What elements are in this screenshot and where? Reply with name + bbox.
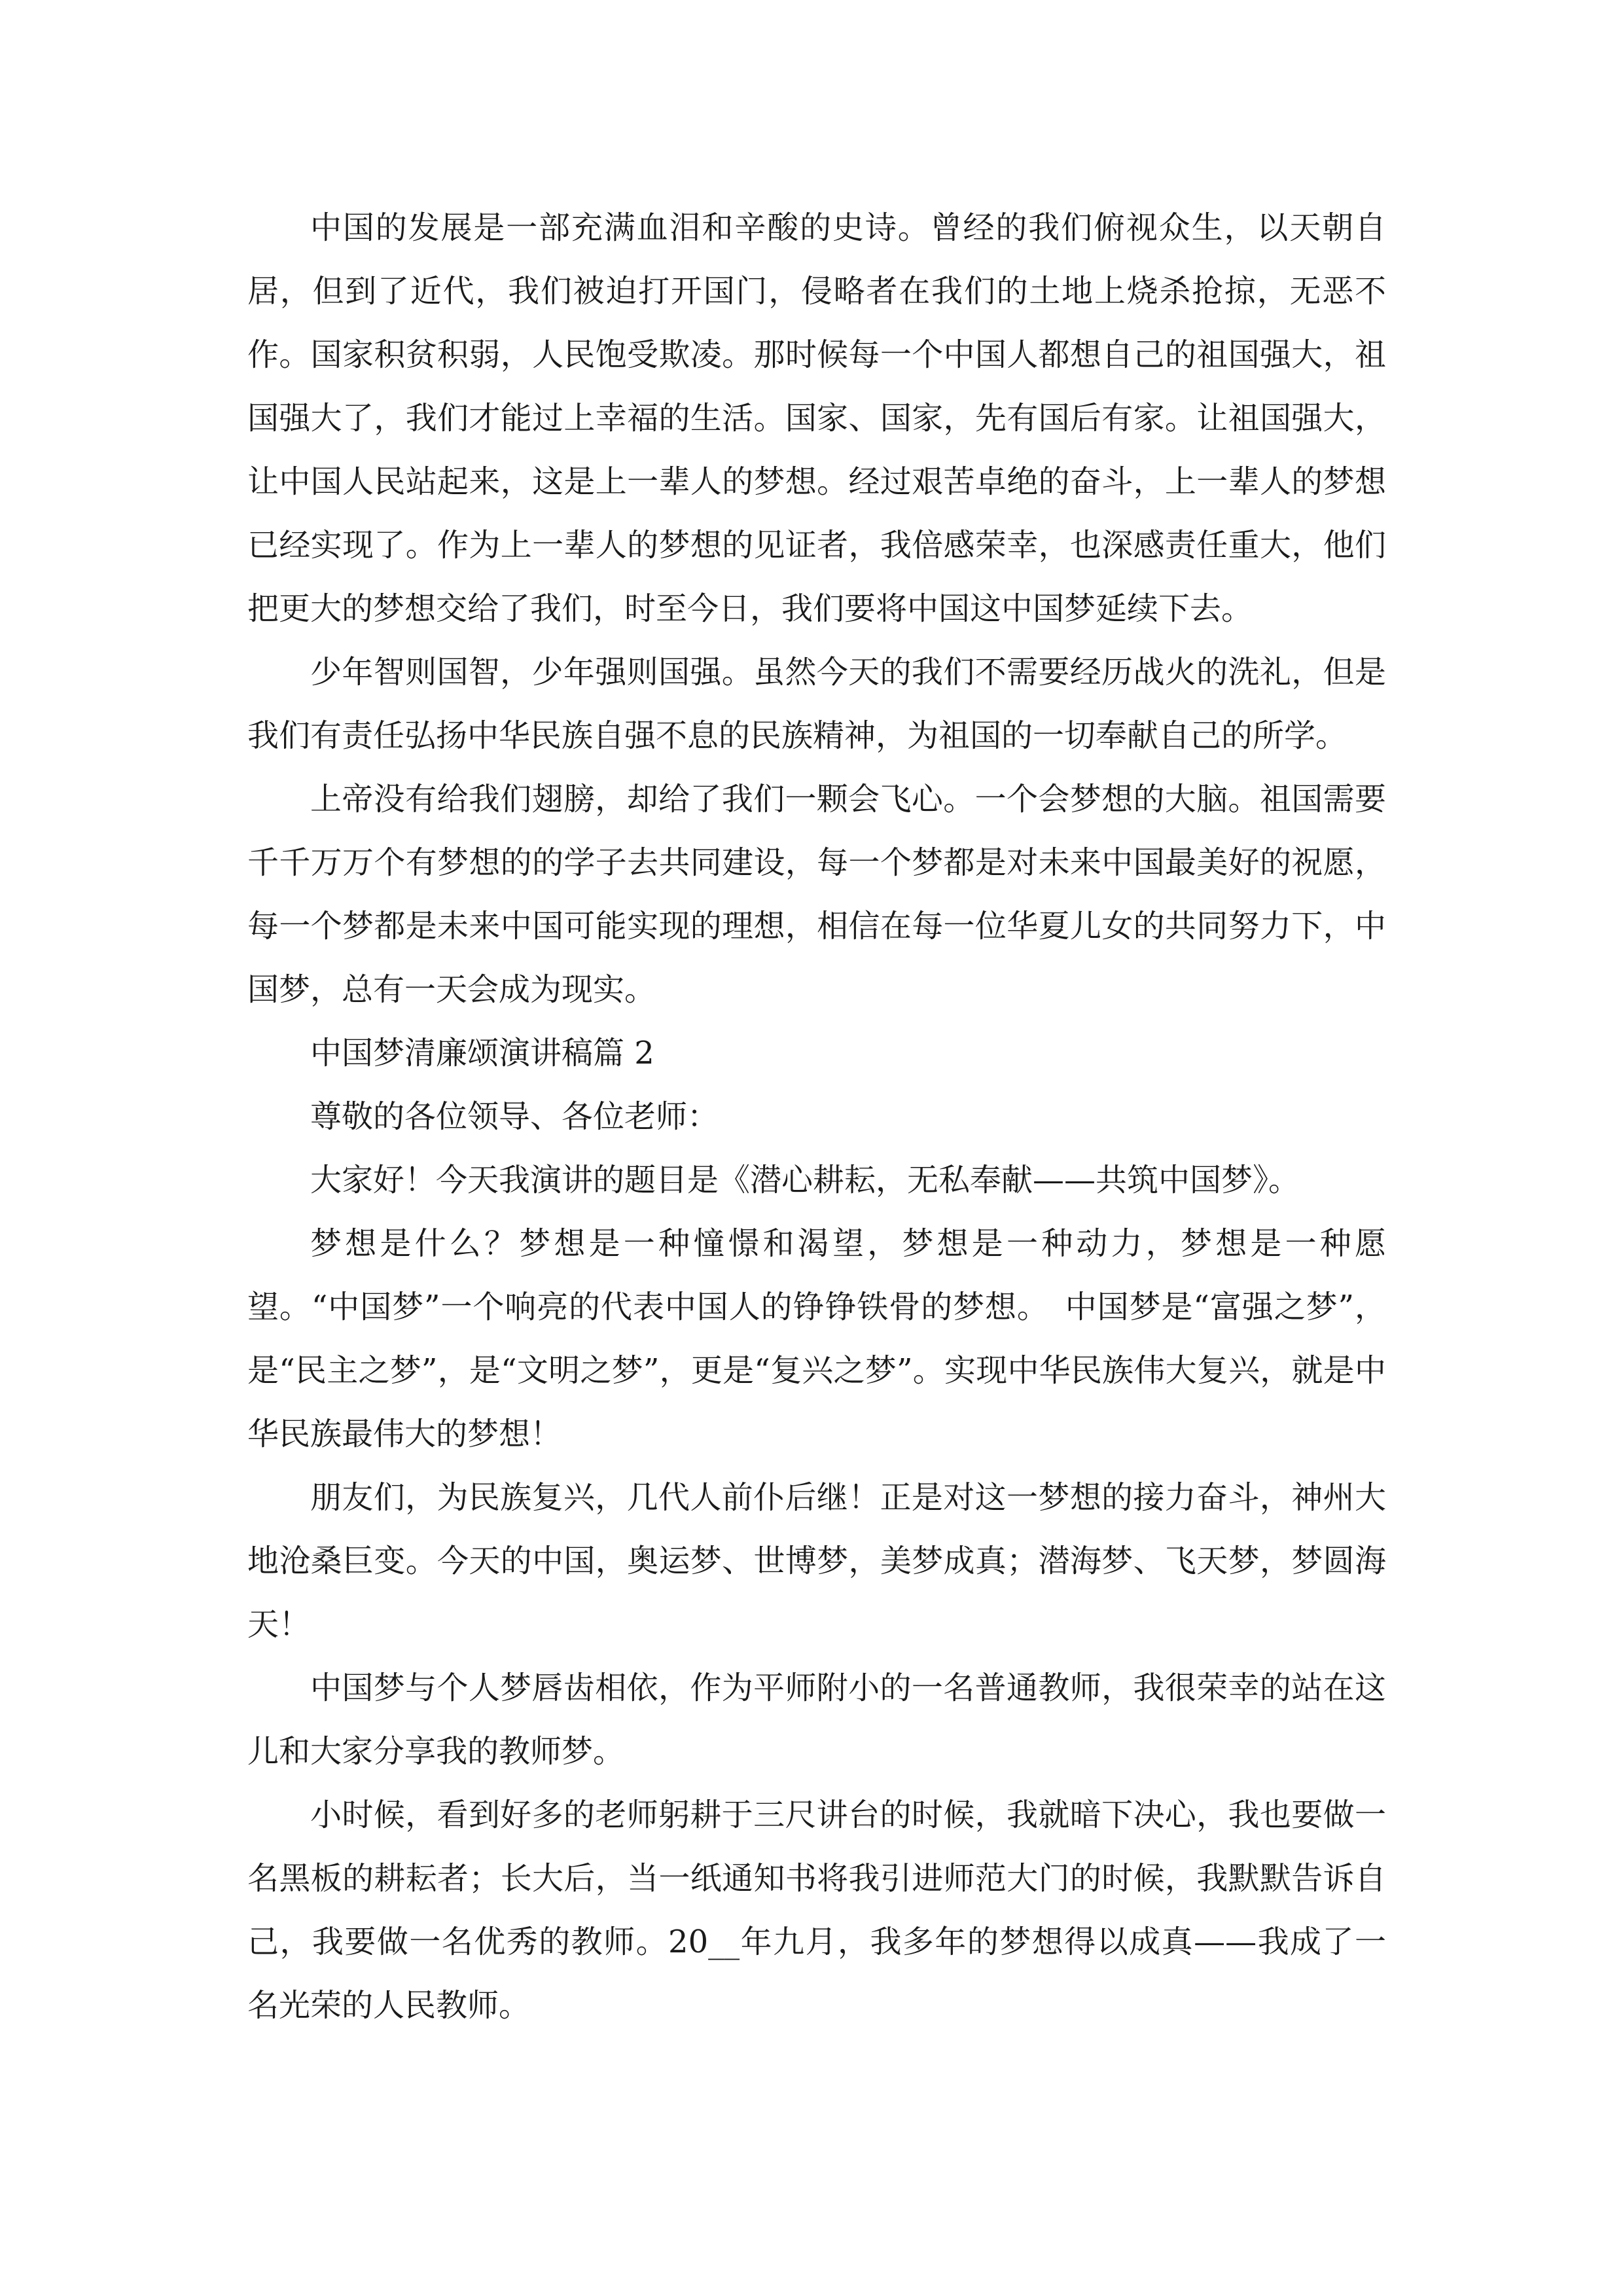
paragraph-youth-strong: 少年智则国智，少年强则国强。虽然今天的我们不需要经历战火的洗礼，但是我们有责任弘扬中华民族自强不息的民族精神，为祖国的一切奉献自己的所学。 [247,654,1386,754]
section-heading: 中国梦清廉颂演讲稿篇 2 [310,1035,654,1071]
paragraph-childhood-teacher: 小时候，看到好多的老师躬耕于三尺讲台的时候，我就暗下决心，我也要做一名黑板的耕耘者；长大后，当一纸通知书将我引进师范大门的时候，我默默告诉自己，我要做一名优秀的教师。20__年九月，我多年的梦想得以成真——我成了一名光荣的人民教师。 [247,1797,1386,2024]
paragraph-china-development: 中国的发展是一部充满血泪和辛酸的史诗。曾经的我们俯视众生，以天朝自居，但到了近代，我们被迫打开国门，侵略者在我们的土地上烧杀抢掠，无恶不作。国家积贫积弱，人民饱受欺凌。那时候每一个中国人都想自己的祖国强大，祖国强大了，我们才能过上幸福的生活。国家、国家，先有国后有家。让祖国强大，让中国人民站起来，这是上一辈人的梦想。经过艰苦卓绝的奋斗，上一辈人的梦想已经实现了。作为上一辈人的梦想的见证者，我倍感荣幸，也深感责任重大，他们把更大的梦想交给了我们，时至今日，我们要将中国这中国梦延续下去。 [247,209,1386,627]
paragraph-friends-revival: 朋友们，为民族复兴，几代人前仆后继！正是对这一梦想的接力奋斗，神州大地沧桑巨变。今天的中国，奥运梦、世博梦，美梦成真；潜海梦、飞天梦，梦圆海天！ [247,1479,1386,1643]
paragraph-personal-dream: 中国梦与个人梦唇齿相依，作为平师附小的一名普通教师，我很荣幸的站在这儿和大家分享我的教师梦。 [247,1670,1386,1770]
document-page [247,196,1386,2037]
paragraph-what-is-dream: 梦想是什么？梦想是一种憧憬和渴望，梦想是一种动力，梦想是一种愿望。“中国梦”一个响亮的代表中国人的铮铮铁骨的梦想。 中国梦是“富强之梦”，是“民主之梦”，是“文明之梦”，更是“复兴之梦”。实现中华民族伟大复兴，就是中华民族最伟大的梦想！ [247,1225,1386,1452]
paragraph-dream-wings: 上帝没有给我们翅膀，却给了我们一颗会飞心。一个会梦想的大脑。祖国需要千千万万个有梦想的的学子去共同建设，每一个梦都是对未来中国最美好的祝愿，每一个梦都是未来中国可能实现的理想，相信在每一位华夏儿女的共同努力下，中国梦，总有一天会成为现实。 [247,781,1386,1008]
salutation: 尊敬的各位领导、各位老师： [310,1098,719,1135]
paragraph-greeting-topic: 大家好！今天我演讲的题目是《潜心耕耘，无私奉献——共筑中国梦》。 [310,1162,1300,1198]
